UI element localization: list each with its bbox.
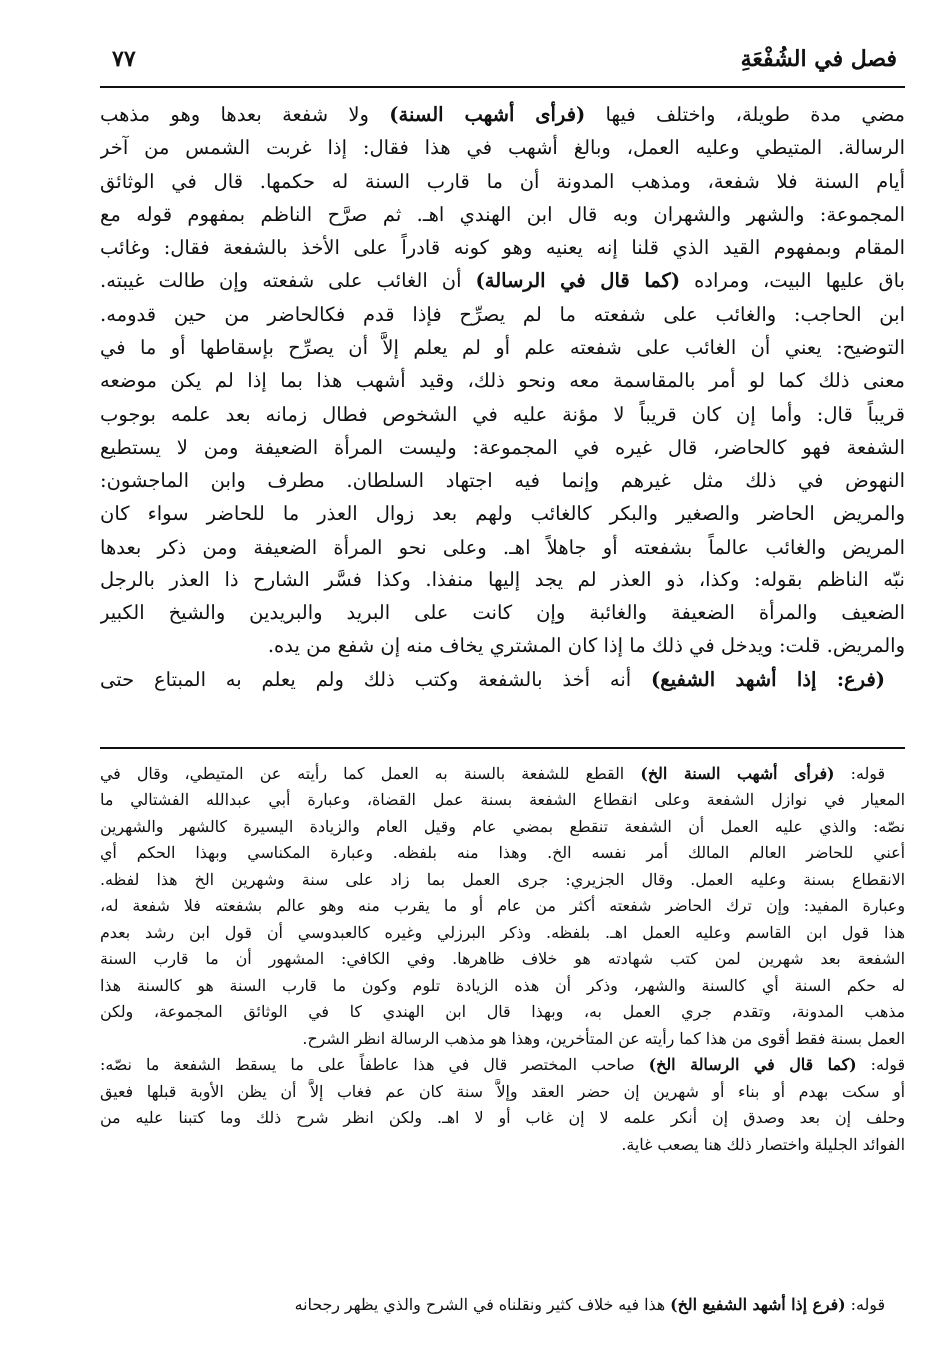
bold-quote: (فرع: إذا أشهد الشفيع) [651, 668, 885, 691]
footnote-line [100, 946, 905, 972]
text-segment: الضعيف والمرأة الضعيفة والغائبة وإن كانت على البريد والبريدين والشيخ الكبير [100, 601, 905, 624]
text-segment: المعيار في نوازل الشفعة وعلى انقطاع الشفعة بسنة عمل القضاة، وعبارة أبي عبدالله الفشتالي ما [100, 790, 905, 809]
text-segment: أنه أخذ بالشفعة وكتب ذلك ولم يعلم به المبتاع حتى [100, 668, 652, 691]
text-segment: هذا قول ابن القاسم وعليه العمل اهـ. بلفظه. وذكر البرزلي وغيره كالعبدوسي أن قول ابن رشد بعدم [100, 923, 905, 942]
bold-quote: (فرأى أشهب السنة الخ) [640, 764, 835, 783]
text-segment: ابن الحاجب: والغائب على شفعته ما لم يصرِّح فإذا قدم فكالحاضر من حين قدومه. [100, 303, 905, 326]
text-segment: القطع للشفعة بالسنة به العمل كما رأيته عن المتيطي، وقال في [100, 764, 641, 783]
text-line [100, 265, 905, 297]
bold-quote: (فرع إذا أشهد الشفيع الخ) [670, 1295, 846, 1314]
text-segment: نصّه: والذي عليه العمل أن الشفعة تنقطع بمضي عام وقيل العام والزيادة اليسيرة كالشهر والشهرين [100, 817, 905, 836]
text-segment: النهوض في ذلك مثل غيرهم وإنما فيه اجتهاد السلطان. مطرف وابن الماجشون: [100, 469, 905, 492]
footnote-line [100, 787, 905, 813]
header-rule [100, 86, 905, 88]
text-segment: مذهب المدونة، وتقدم جري العمل به، وبهذا قال ابن الهندي كا في الوثائق المجموعة، ولكن [100, 1002, 905, 1021]
text-segment: المريض والغائب عالماً بشفعته أو جاهلاً اهـ. وعلى نحو المرأة الضعيفة ومن ذكر بعدها [100, 536, 905, 559]
text-line [100, 299, 905, 331]
bold-quote: (فرأى أشهب السنة) [389, 103, 586, 126]
text-line [100, 199, 905, 231]
footnote-line [100, 814, 905, 840]
text-segment: الانقطاع بسنة وعليه العمل. وقال الجزيري: جرى العمل بما زاد على سنة وشهرين الخ هذا لفظه. [100, 870, 905, 889]
text-line [100, 498, 905, 530]
footnote-line [100, 1026, 905, 1052]
bold-quote: (كما قال في الرسالة) [475, 269, 681, 292]
text-segment: أيام السنة فلا شفعة، ومذهب المدونة أن ما قارب السنة له حكمها. قال في الوثائق [100, 170, 905, 193]
footnote-line [100, 1079, 905, 1105]
text-line [100, 399, 905, 431]
text-segment: مضي مدة طويلة، واختلف فيها [585, 103, 905, 126]
text-segment: المقام وبمفهوم القيد الذي قلنا إنه يعنيه وهو كونه قادراً على الأخذ بالشفعة فقال: وغائب [100, 236, 905, 259]
text-segment: له حكم السنة أي كالسنة والشهر، وذكر أن هذه الزيادة تلوم وكون ما قارب السنة هو كالسنة هذا [100, 976, 905, 995]
text-segment: المجموعة: والشهر والشهران وبه قال ابن الهندي اهـ. ثم صرَّح الناظم بمفهوم قوله مع [100, 203, 905, 226]
text-segment: الشفعة فهو كالحاضر، قال غيره في المجموعة: وليست المرأة الضعيفة ومن لا يستطيع [100, 436, 905, 459]
text-line [100, 664, 885, 696]
text-segment: الشفعة بعد شهرين لمن كتب شهادته هو خلاف ظاهرها. وفي الكافي: المشهور أن ما قارب السنة [100, 949, 905, 968]
footnote-line [100, 973, 905, 999]
text-line [100, 465, 905, 497]
page-number: ٧٧ [112, 46, 136, 72]
text-segment: والمريض. قلت: ويدخل في ذلك ما إذا كان المشتري يخاف منه إن شفع من يده. [267, 634, 905, 657]
text-segment: صاحب المختصر قال في هذا عاطفاً على ما يسقط الشفعة ما نصّه: [100, 1055, 649, 1074]
text-segment: نبّه الناظم بقوله: وكذا، ذو العذر لم يجد إليها منفذا. وكذا فسَّر الشارح ذا العذر بالرجل [100, 568, 905, 591]
text-segment: قريباً قال: وأما إن كان قريباً لا مؤنة عليه في الشخوص فطال زمانه بعد علمه بوجوب [100, 403, 905, 426]
text-segment: التوضيح: يعني أن الغائب على شفعته علم أو لم يعلم إلاَّ أن يصرِّح بإسقاطها أو ما في [100, 336, 905, 359]
text-segment: والمريض الحاضر والصغير والبكر كالغائب ولهم بعد زوال العذر ما للحاضر سواء كان [100, 502, 905, 525]
text-line [100, 630, 905, 662]
text-segment: الرسالة. المتيطي وعليه العمل، وبالغ أشهب في هذا فقال: إذا غربت الشمس من آخر [100, 136, 905, 159]
text-segment: قوله: [845, 1295, 885, 1314]
footnote-line [100, 840, 905, 866]
text-line [100, 532, 905, 564]
text-segment: هذا فيه خلاف كثير ونقلناه في الشرح والذي يظهر رجحانه [294, 1295, 671, 1314]
text-segment: وحلف إن بعد وصدق إن أنكر علمه لا إن غاب أو لا اهـ. ولكن انظر شرح ذلك وما كتبنا عليه من [100, 1108, 905, 1127]
text-segment: وعبارة المفيد: وإن ترك الحاضر شفعته أكثر من عام أو ما يقرب منه وهو عالم بشفعته فلا شفعة له، [100, 896, 905, 915]
text-line [100, 166, 905, 198]
text-line [100, 132, 905, 164]
footnote-line [100, 761, 885, 787]
text-line [100, 432, 905, 464]
text-line [100, 365, 905, 397]
footnote-line [100, 1132, 905, 1158]
footnote-line [100, 999, 905, 1025]
footnote-separator [100, 747, 905, 749]
text-line [100, 232, 905, 264]
footnote-line [100, 1052, 905, 1078]
text-line [100, 332, 905, 364]
footnote-line [100, 1105, 905, 1131]
footnote-line [100, 1292, 885, 1318]
bold-quote: (كما قال في الرسالة الخ) [648, 1055, 857, 1074]
footnote-line [100, 920, 905, 946]
text-segment: قوله: [834, 764, 885, 783]
text-line [100, 597, 905, 629]
text-segment: أن الغائب على شفعته وإن طالت غيبته. [100, 269, 476, 292]
text-line [100, 564, 905, 596]
text-segment: باق عليها البيت، ومراده [680, 269, 905, 292]
chapter-title: فصل في الشُفْعَةِ [740, 46, 897, 72]
text-segment: أو سكت بهدم أو بناء أو شهرين إن حضر العقد وإلاَّ سنة كان عم فغاب إلاَّ أن يظن الأوبة قبلها فعيق [100, 1082, 905, 1101]
text-segment: الفوائد الجليلة واختصار ذلك هنا يصعب غاية. [621, 1135, 905, 1154]
footnote-line [100, 867, 905, 893]
text-segment: قوله: [856, 1055, 905, 1074]
text-segment: أعني للحاضر العالم المالك أمر نفسه الخ. وهذا منه بلفظه. وعبارة المكناسي وبهذا الحكم أي [100, 843, 905, 862]
text-segment: العمل بسنة فقط أقوى من هذا كما رأيته عن المتأخرين، وهذا هو مذهب الرسالة انظر الشرح. [302, 1029, 905, 1048]
footnote-line [100, 893, 905, 919]
text-segment: معنى ذلك كما لو أمر بالمقاسمة معه ونحو ذلك، وقيد أشهب هذا بما إذا لم يكن موضعه [100, 369, 905, 392]
text-line [100, 99, 905, 131]
text-segment: ولا شفعة بعدها وهو مذهب [100, 103, 390, 126]
